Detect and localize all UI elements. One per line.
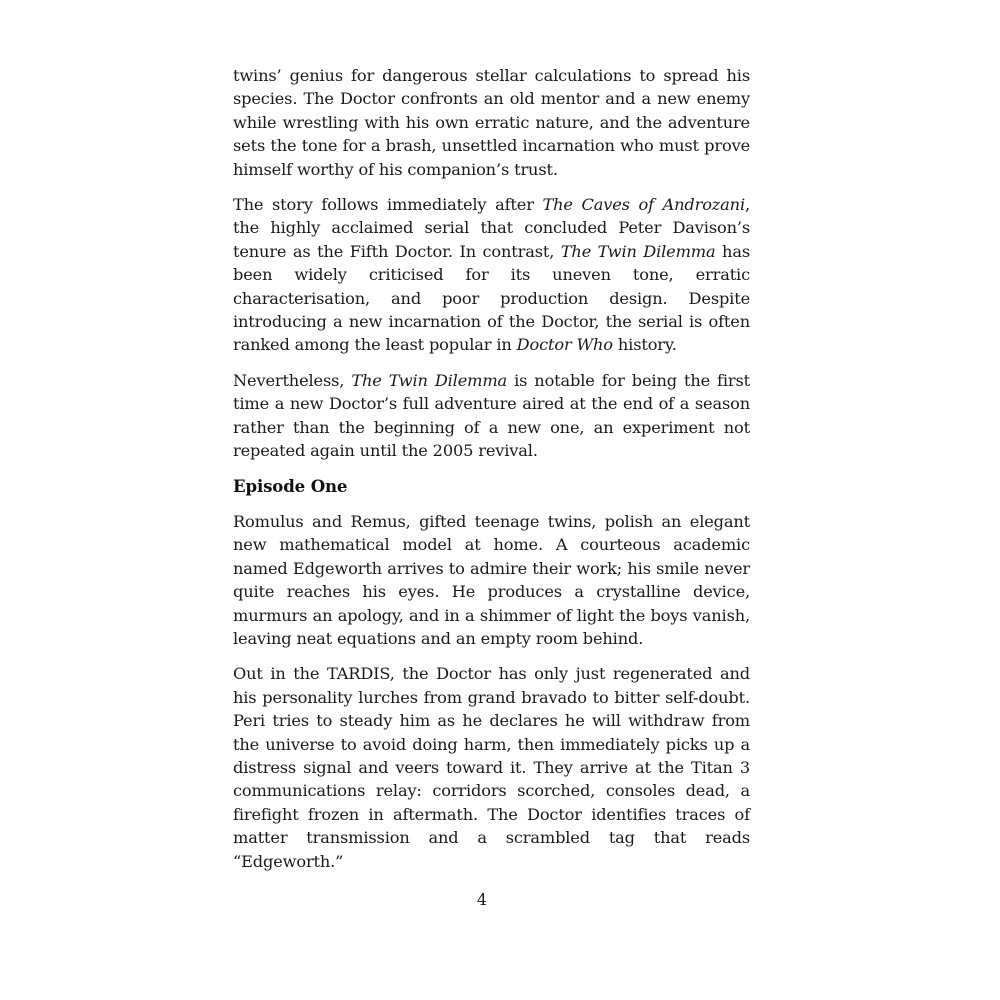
text-segment: Nevertheless, xyxy=(233,370,352,390)
section-heading: Episode One xyxy=(233,475,348,496)
text-segment: is notable for being the first time a new Doctor’s full adventure aired at the end of a season rather than the beginning of a new one, an experiment not repeated again until the 2005 revival. xyxy=(233,370,751,461)
series-title-italic: Doctor Who xyxy=(516,335,613,355)
intro-paragraph-3 xyxy=(233,369,750,463)
page-number: 4 xyxy=(476,890,488,909)
episode-paragraph-2: Out in the TARDIS, the Doctor has only just regenerated and his personality lurches from grand bravado to bitter self-doubt. Peri tries to steady him as he declares he will withdraw from the universe to avoid doing harm, then immediately picks up a distress signal and veers toward it. They arrive at the Titan 3 communications relay: corridors scorched, consoles dead, a firefight frozen in aftermath. The Doctor identifies traces of matter transmission and a scrambled tag that reads “Edgeworth.” xyxy=(233,664,750,871)
text-segment: has been widely criticised for its uneven tone, erratic characterisation, and poor production design. Despite introducing a new incarnation of the Doctor, the serial is often ranked among the least popular in xyxy=(233,241,750,355)
serial-title-italic: The Caves of Androzani xyxy=(542,195,745,215)
text-segment: The story follows immediately after xyxy=(233,195,543,215)
body-text-column xyxy=(233,64,750,885)
serial-title-italic: The Twin Dilemma xyxy=(351,370,508,390)
intro-paragraph-2 xyxy=(233,193,750,357)
text-segment: history. xyxy=(612,335,677,355)
intro-paragraph-1: twins’ genius for dangerous stellar calculations to spread his species. The Doctor confronts an old mentor and a new enemy while wrestling with his own erratic nature, and the adventure sets the tone for a brash, unsettled incarnation who must prove himself worthy of his companion’s trust. xyxy=(233,66,750,179)
episode-paragraph-1: Romulus and Remus, gifted teenage twins, polish an elegant new mathematical model at home. A courteous academic named Edgeworth arrives to admire their work; his smile never quite reaches his eyes. He produces a crystalline device, murmurs an apology, and in a shimmer of light the boys vanish, leaving neat equations and an empty room behind. xyxy=(233,511,750,648)
text-segment: , the highly acclaimed serial that concluded Peter Davison’s tenure as the Fifth Doctor. In contrast, xyxy=(233,195,750,261)
serial-title-italic: The Twin Dilemma xyxy=(560,241,716,261)
